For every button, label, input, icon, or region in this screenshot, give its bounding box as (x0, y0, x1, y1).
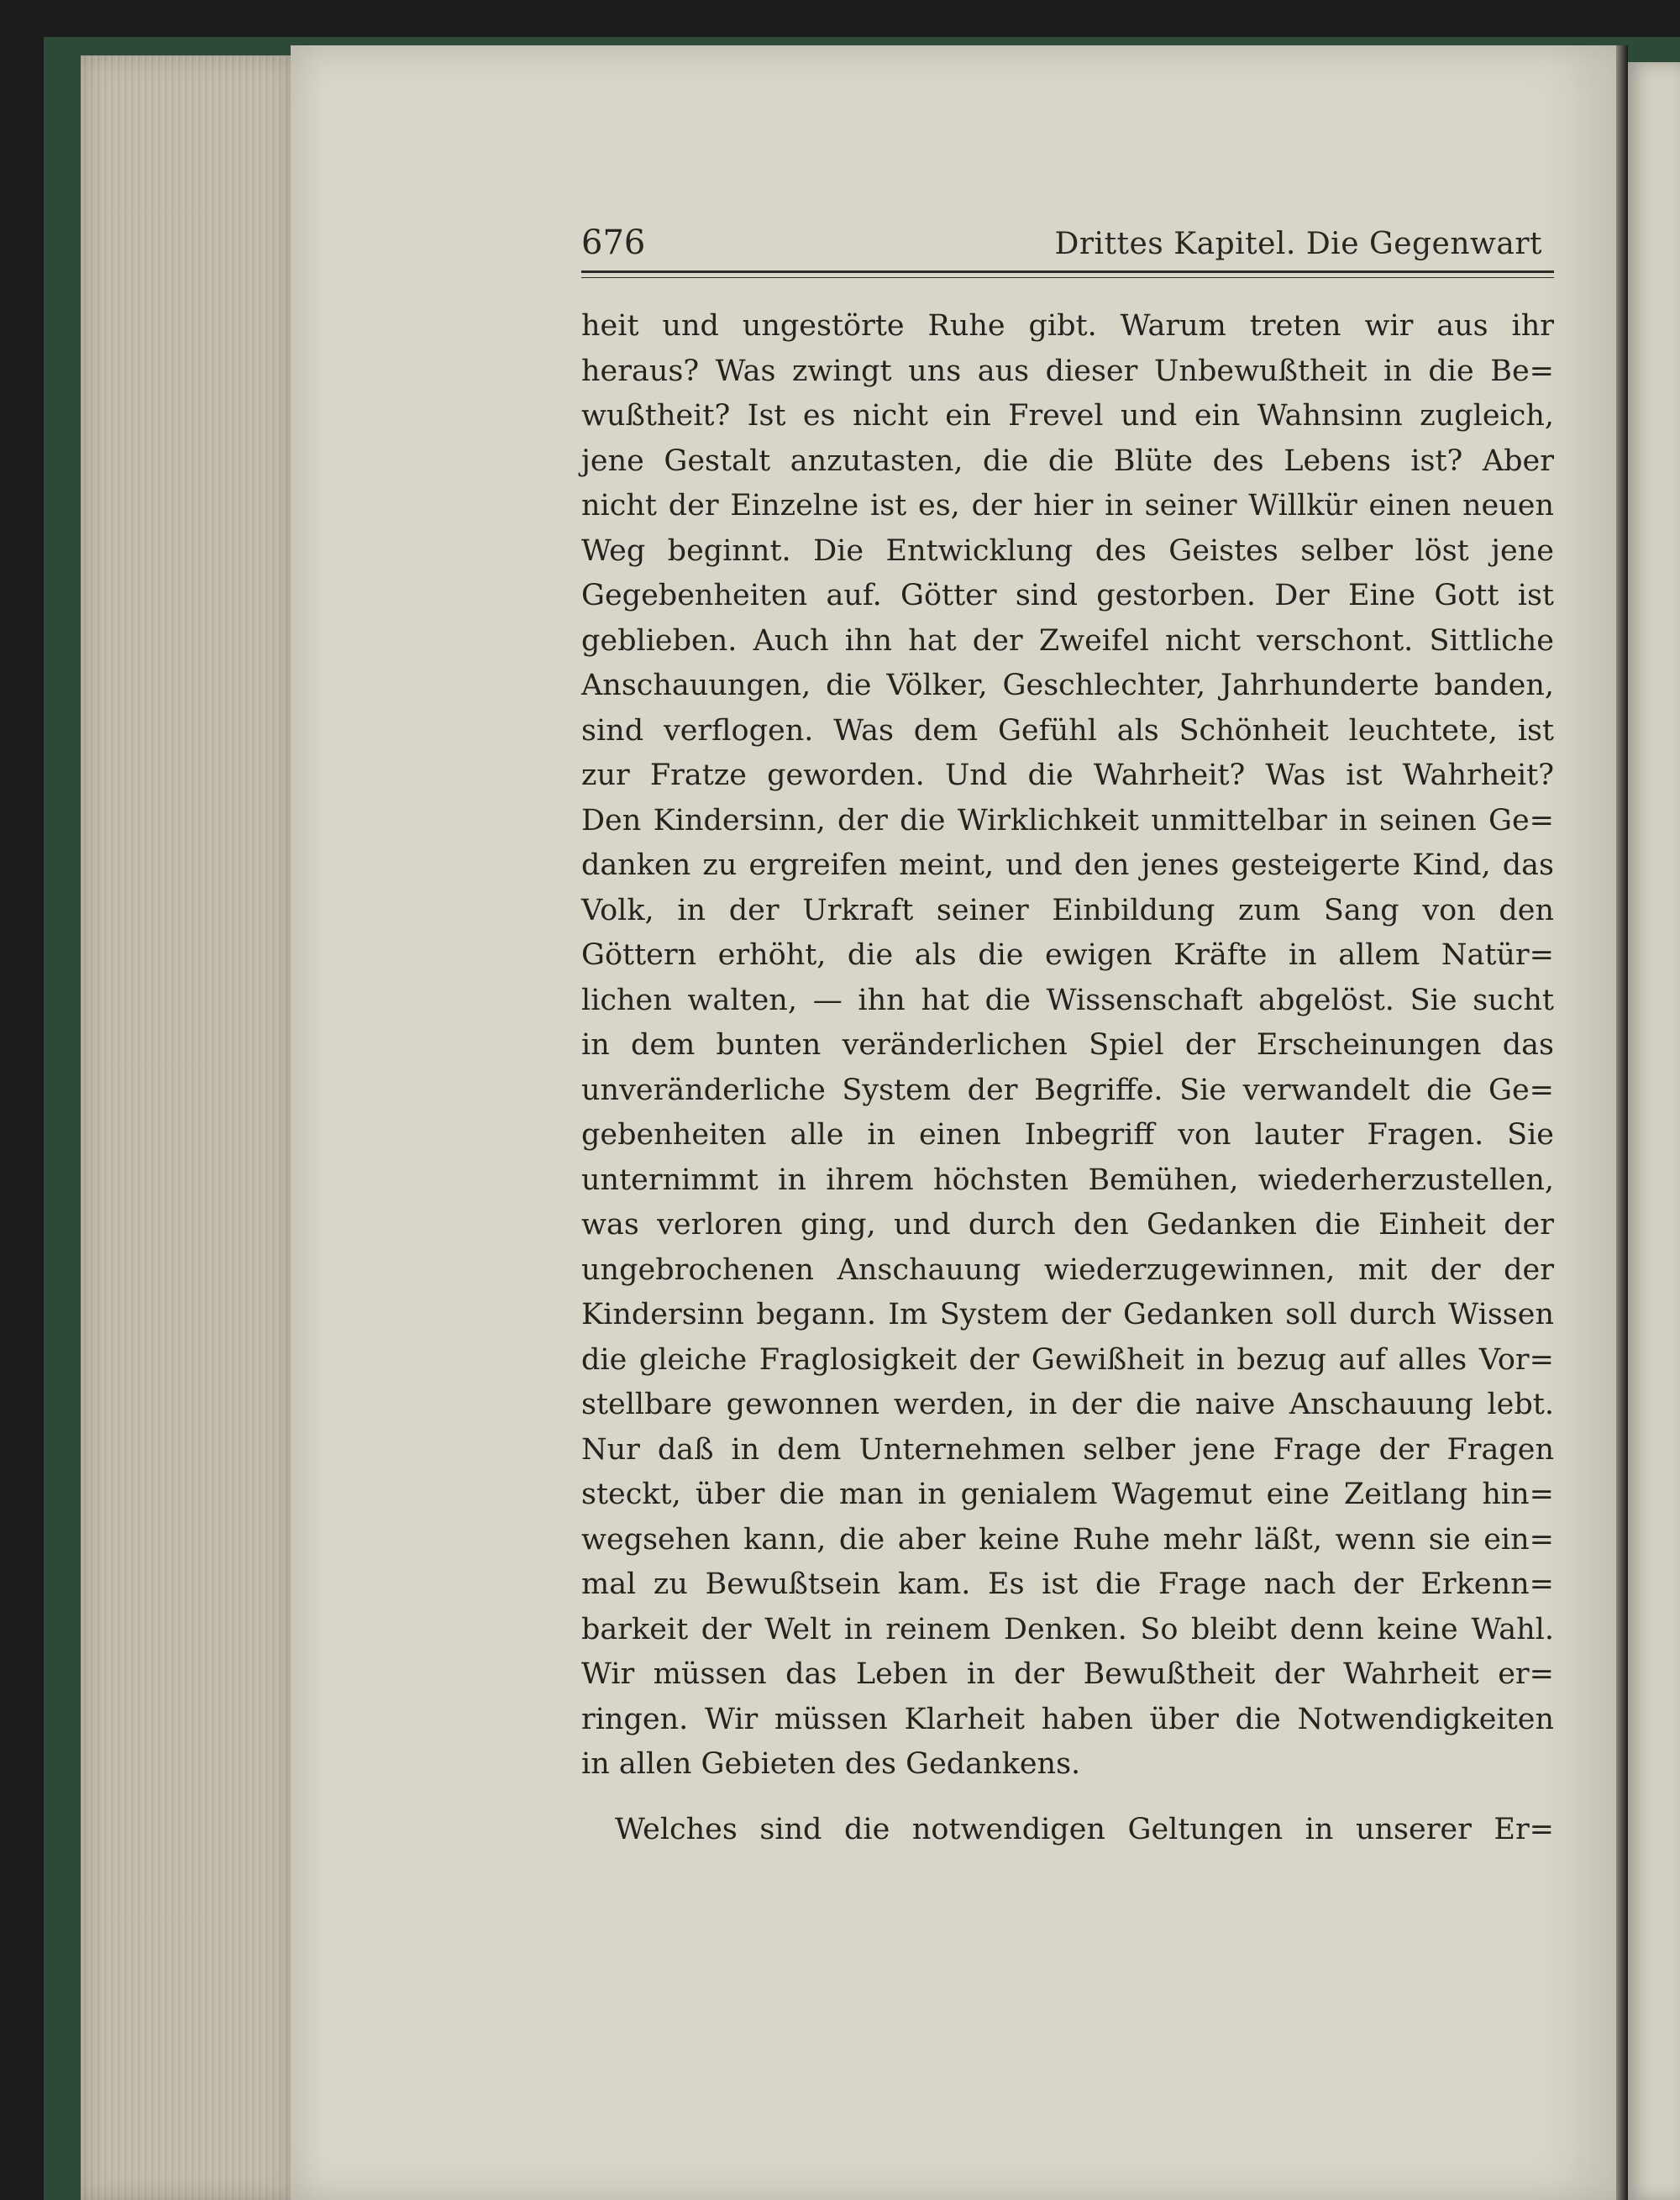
text-line: Volk, in der Urkraft seiner Einbildung zum Sang von den (581, 893, 1554, 927)
text-line: lichen walten, — ihn hat die Wissenschaft abgelöst. Sie sucht (581, 983, 1554, 1017)
text-line: was verloren ging, und durch den Gedanken die Einheit der (581, 1208, 1554, 1242)
page-number: 676 (581, 223, 646, 262)
paragraph-gap (581, 1788, 1554, 1808)
text-line: steckt, über die man in genialem Wagemut eine Zeitlang hin= (581, 1478, 1554, 1511)
text-line: Welches sind die notwendigen Geltungen in unserer Er= (615, 1812, 1554, 1846)
text-line: heraus? Was zwingt uns aus dieser Unbewußtheit in die Be= (581, 354, 1554, 388)
text-line: nicht der Einzelne ist es, der hier in seiner Willkür einen neuen (581, 489, 1554, 522)
text-line: Nur daß in dem Unternehmen selber jene Frage der Fragen (581, 1432, 1554, 1467)
paragraph-2 (581, 1808, 1554, 1853)
text-line: barkeit der Welt in reinem Denken. So bleibt denn keine Wahl. (581, 1612, 1554, 1646)
body-text (581, 304, 1554, 1852)
text-line: danken zu ergreifen meint, und den jenes gesteigerte Kind, das (581, 848, 1554, 882)
text-line: unternimmt in ihrem höchsten Bemühen, wiederherzustellen, (581, 1163, 1554, 1197)
text-line: ungebrochenen Anschauung wiederzugewinnen, mit der der (581, 1252, 1554, 1287)
page-edges (81, 55, 295, 2200)
text-line: Weg beginnt. Die Entwicklung des Geistes selber löst jene (581, 533, 1554, 568)
running-head: Drittes Kapitel. Die Gegenwart (1054, 227, 1542, 261)
text-line: geblieben. Auch ihn hat der Zweifel nicht verschont. Sittliche (581, 623, 1554, 658)
text-line: heit und ungestörte Ruhe gibt. Warum treten wir aus ihr (581, 309, 1554, 343)
text-line: mal zu Bewußtsein kam. Es ist die Frage nach der Erkenn= (581, 1567, 1554, 1601)
text-line: ringen. Wir müssen Klarheit haben über die Notwendigkeiten (581, 1702, 1554, 1736)
facing-page-edge (1628, 62, 1680, 2200)
text-line: in dem bunten veränderlichen Spiel der Erscheinungen das (581, 1028, 1554, 1062)
text-line: gebenheiten alle in einen Inbegriff von lauter Fragen. Sie (581, 1118, 1554, 1152)
page-header (581, 220, 1554, 270)
text-line: wegsehen kann, die aber keine Ruhe mehr läßt, wenn sie ein= (581, 1522, 1554, 1557)
text-line: zur Fratze geworden. Und die Wahrheit? Was ist Wahrheit? (581, 759, 1554, 792)
text-line: wußtheit? Ist es nicht ein Frevel und ein Wahnsinn zugleich, (581, 399, 1554, 433)
text-line: Wir müssen das Leben in der Bewußtheit der Wahrheit er= (581, 1657, 1554, 1691)
book-gutter (1616, 45, 1628, 2200)
text-line: jene Gestalt anzutasten, die die Blüte des Lebens ist? Aber (581, 444, 1554, 478)
text-line: Anschauungen, die Völker, Geschlechter, Jahrhunderte banden, (581, 669, 1554, 702)
text-line: in allen Gebieten des Gedankens. (581, 1747, 1081, 1781)
text-line: Kindersinn begann. Im System der Gedanken soll durch Wissen (581, 1298, 1554, 1331)
paragraph-1 (581, 304, 1554, 1788)
text-line: unveränderliche System der Begriffe. Sie verwandelt die Ge= (581, 1073, 1554, 1107)
text-line: Den Kindersinn, der die Wirklichkeit unmittelbar in seinen Ge= (581, 803, 1554, 837)
header-rule (581, 270, 1554, 273)
text-line: die gleiche Fraglosigkeit der Gewißheit in bezug auf alles Vor= (581, 1342, 1554, 1377)
header-rule-thin (581, 277, 1554, 278)
text-line: sind verflogen. Was dem Gefühl als Schönheit leuchtete, ist (581, 713, 1554, 748)
text-line: Gegebenheiten auf. Götter sind gestorben. Der Eine Gott ist (581, 579, 1554, 612)
text-line: Göttern erhöht, die als die ewigen Kräfte in allem Natür= (581, 938, 1554, 972)
text-line: stellbare gewonnen werden, in der die naive Anschauung lebt. (581, 1388, 1554, 1421)
